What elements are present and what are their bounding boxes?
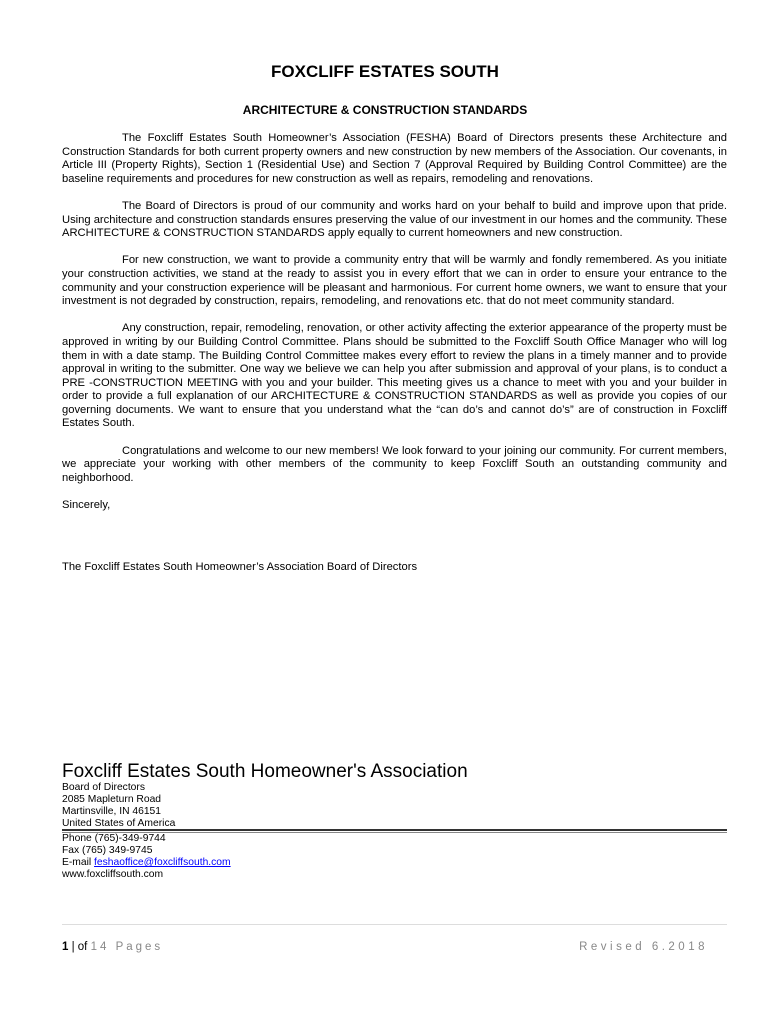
paragraph: Congratulations and welcome to our new members! We look forward to your joining our community. For current members, we appreciate your working with other members of the community to keep Foxcliff South an outstanding community and neighborhood. xyxy=(62,444,727,484)
closing: Sincerely, xyxy=(62,499,111,512)
org-name: Foxcliff Estates South Homeowner's Association xyxy=(62,761,468,782)
document-title: FOXCLIFF ESTATES SOUTH xyxy=(271,62,499,81)
paragraph: The Foxcliff Estates South Homeowner’s Association (FESHA) Board of Directors presents these Architecture and Construction Standards for both current property owners and new construction by new members of the Association. Our covenants, in Article III (Property Rights), Section 1 (Residential Use) and Section 7 (Approval Required by Building Control Committee) are the baseline requirements and procedures for new construction as well as repairs, remodeling and renovations. xyxy=(62,132,727,185)
email-link[interactable]: feshaoffice@foxcliffsouth.com xyxy=(94,857,231,868)
email-label: E-mail xyxy=(62,857,95,868)
email-line xyxy=(62,857,231,869)
page-separator: | of xyxy=(68,941,91,953)
address-line: Board of Directors xyxy=(62,782,145,793)
revision-date: Revised 6.2018 xyxy=(579,941,708,953)
phone: Phone (765)-349-9744 xyxy=(62,833,166,844)
address-line: United States of America xyxy=(62,818,176,829)
paragraph: Any construction, repair, remodeling, renovation, or other activity affecting the exterior appearance of the property must be approved in writing by our Building Control Committee. Plans should be submitted to the Foxcliff South Office Manager who will log them in with a date stamp. The Building Control Committee makes every effort to review the plans in a timely manner and to provide approval in writing to the submitter. One way we believe we can help you after submission and approval of your plans, is to conduct a PRE -CONSTRUCTION MEETING with you and your builder. This meeting gives us a chance to meet with you and your builder in order to provide a full explanation of our ARCHITECTURE & CONSTRUCTION STANDARDS as well as provide you copies of our governing documents. We want to ensure that you understand what the “can do’s and cannot do’s” are of construction in Foxcliff Estates South. xyxy=(62,322,727,430)
fax: Fax (765) 349-9745 xyxy=(62,845,153,856)
page-number xyxy=(62,941,163,953)
paragraph: The Board of Directors is proud of our community and works hard on your behalf to build and improve upon that pride. Using architecture and construction standards ensures preserving the value of our investment in our homes and the community. These ARCHITECTURE & CONSTRUCTION STANDARDS apply equally to current homeowners and new construction. xyxy=(62,199,727,240)
address-line: Martinsville, IN 46151 xyxy=(62,806,162,817)
document-subtitle: ARCHITECTURE & CONSTRUCTION STANDARDS xyxy=(242,103,528,117)
signature: The Foxcliff Estates South Homeowner’s Association Board of Directors xyxy=(62,561,418,573)
page-total: 14 Pages xyxy=(90,941,164,953)
address-block xyxy=(62,782,175,830)
paragraph: For new construction, we want to provide a community entry that will be warmly and fondly remembered. As you initiate your construction activities, we stand at the ready to assist you in every effort that we can in order to ensure your entrance to the community and your construction experience will be pleasant and harmonious. For current home owners, we want to ensure that your investment is not degraded by construction, repairs, remodeling, and renovations etc. that do not meet community standard. xyxy=(62,254,727,308)
current-page: 1 xyxy=(62,941,69,953)
contact-block xyxy=(62,833,231,881)
address-line: 2085 Mapleturn Road xyxy=(62,794,162,805)
letter-body xyxy=(62,132,727,526)
footer-divider xyxy=(62,924,727,925)
website: www.foxcliffsouth.com xyxy=(62,869,164,880)
